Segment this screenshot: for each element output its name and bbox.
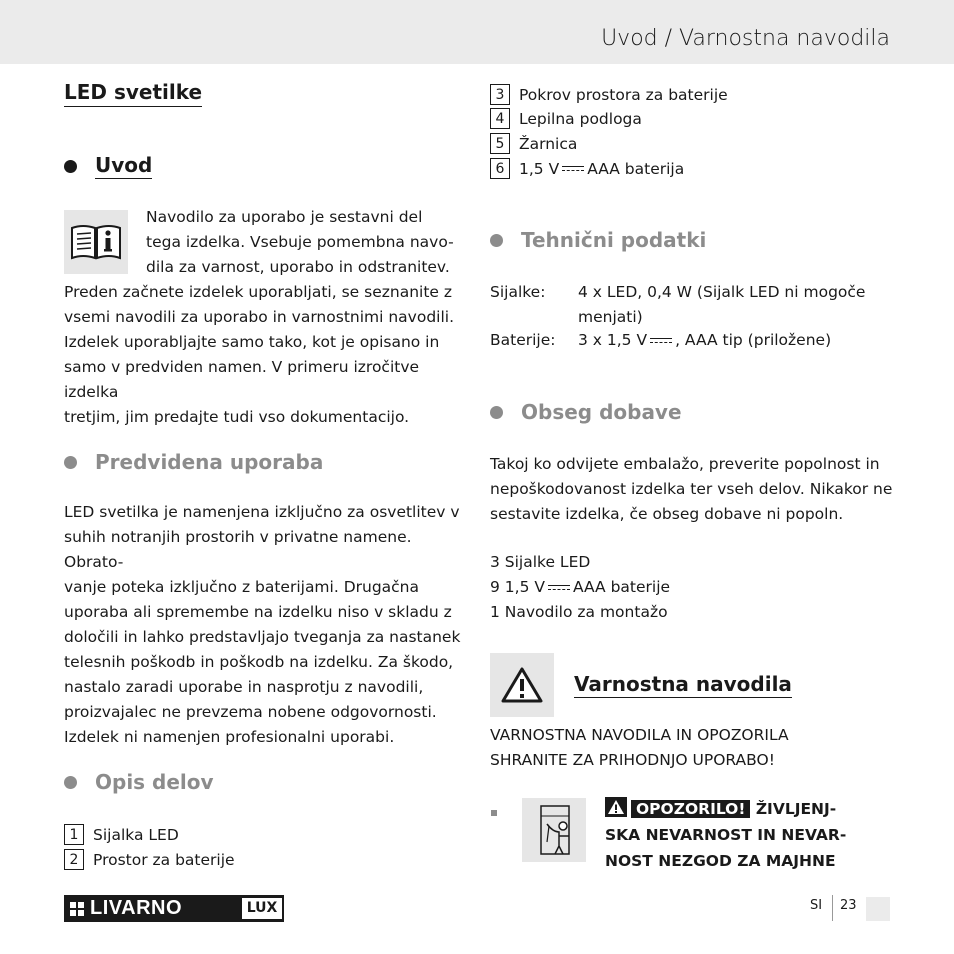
dc-symbol-icon [548, 583, 570, 593]
intro-text-full: Preden začnete izdelek uporabljati, se seznanite z vsemi navodili za uporabo in varnostnimi navodili. Izdelek uporabljajte samo tako, kot je opisano in samo v predviden namen. V primeru izročitve izdelka tretjim, jim predajte tudi vso dokumentacijo. [64, 283, 455, 426]
section-tech-heading: Tehnični podatki [490, 228, 706, 252]
intended-use-text: LED svetilka je namenjena izključno za osvetlitev v suhih notranjih prostorih v privatne namene. Obrato- vanje poteka izključno z baterijami. Drugačna uporaba ali spremembe na izdelku niso v skladu z določili in lahko predstavljajo tveganja za nastanek telesnih poškodb in poškodb na izdelku. Za škodo, nastalo zaradi uporabe in nasprotju z navodili, proizvajalec ne prevzema nobene odgovornosti. Izdelek ni namenjen profesionalni uporabi. [64, 503, 461, 746]
intro-text-short: Navodilo za uporabo je sestavni del tega izdelka. Vsebuje pomembna navo- dila za varnost, uporabo in odstranitev. [146, 208, 454, 276]
part-item: 5 Žarnica [490, 131, 577, 156]
section-scope-heading: Obseg dobave [490, 400, 682, 424]
page-number: 23 [840, 898, 857, 913]
part-item: 1 Sijalka LED [64, 822, 179, 847]
safety-keep-text: VARNOSTNA NAVODILA IN OPOZORILA SHRANITE ZA PRIHODNJO UPORABO! [490, 726, 789, 769]
section-intended-use-heading: Predvidena uporaba [64, 450, 323, 474]
part-item: 3 Pokrov prostora za baterije [490, 82, 728, 107]
scope-text: Takoj ko odvijete embalažo, preverite popolnost in nepoškodovanost izdelka ter vseh delov. Nikakor ne sestavite izdelka, če obseg dobave ni popoln. [490, 455, 893, 523]
child-warning-icon [522, 798, 586, 862]
spec-batteries: Baterije: 3 x 1,5 V , AAA tip (priložene) [490, 331, 832, 349]
dc-symbol-icon [650, 336, 672, 346]
bullet-icon [64, 456, 77, 469]
bullet-icon [490, 234, 503, 247]
warning-triangle-icon [490, 653, 554, 717]
dc-symbol-icon [562, 164, 584, 174]
warning-label: OPOZORILO! [631, 800, 750, 818]
bullet-icon [490, 406, 503, 419]
section-intro-heading: Uvod [64, 153, 152, 179]
section-parts-heading: Opis delov [64, 770, 214, 794]
safety-heading: Varnostna navodila [574, 672, 792, 696]
part-item: 2 Prostor za baterije [64, 847, 235, 872]
bullet-icon [64, 160, 77, 173]
page-header-title: Uvod / Varnostna navodila [601, 26, 890, 51]
warning-small-icon [605, 797, 627, 817]
document-title: LED svetilke [64, 80, 202, 107]
scope-list: 3 Sijalke LED 9 1,5 V AAA baterije 1 Navodilo za montažo [490, 553, 671, 621]
page-tab [866, 897, 890, 921]
spec-bulbs: Sijalke: 4 x LED, 0,4 W (Sijalk LED ni mogoče menjati) [490, 283, 866, 326]
footer-divider [832, 895, 833, 921]
brand-logo: LIVARNO LUX [64, 895, 284, 922]
bullet-icon [64, 776, 77, 789]
language-code: SI [810, 898, 823, 913]
part-item: 4 Lepilna podloga [490, 106, 642, 131]
info-book-icon [64, 210, 128, 274]
part-item: 6 1,5 V AAA baterija [490, 156, 684, 181]
logo-squares-icon [70, 902, 84, 916]
list-bullet-icon [491, 810, 497, 816]
warning-text: OPOZORILO! ŽIVLJENJ- SKA NEVARNOST IN NEVAR- NOST NEZGOD ZA MAJHNE [605, 796, 905, 874]
